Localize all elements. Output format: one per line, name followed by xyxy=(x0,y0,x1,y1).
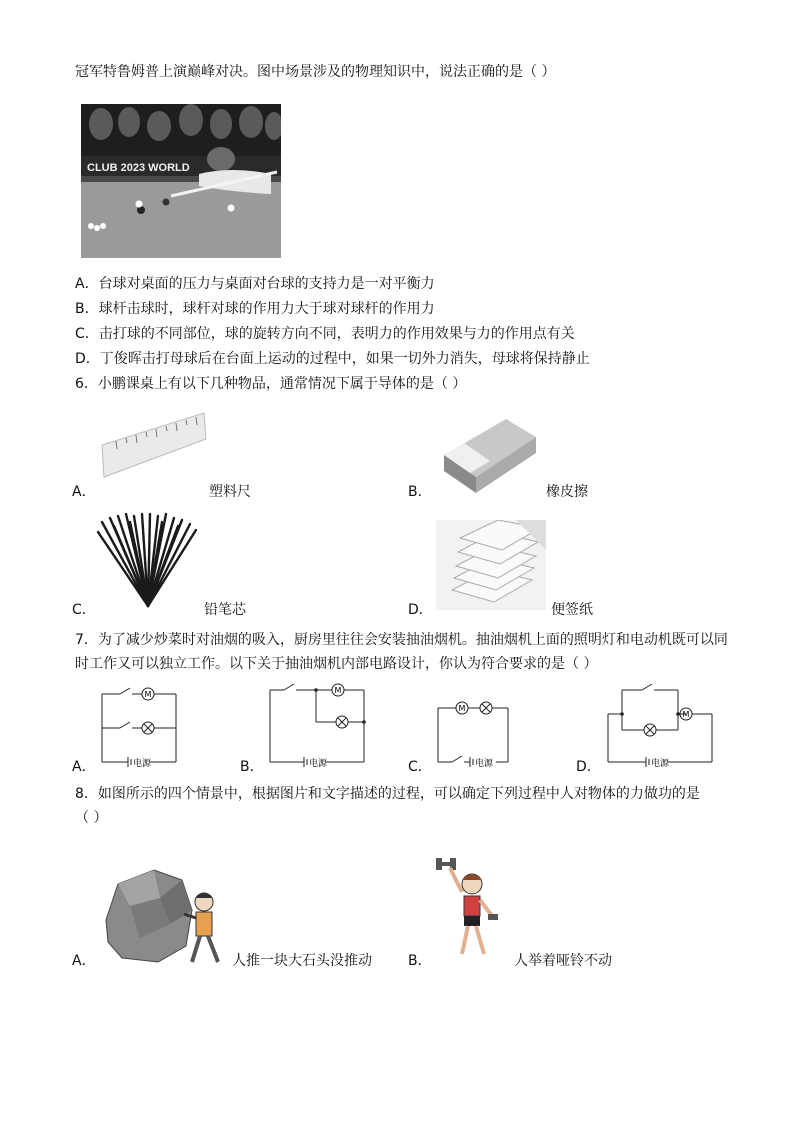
snooker-photo xyxy=(81,104,281,258)
q7-option-a-letter: A． xyxy=(72,759,96,775)
circuit-b-diagram xyxy=(266,680,368,772)
q6-option-b-letter: B． xyxy=(408,484,432,500)
q7-option-c-letter: C． xyxy=(408,759,432,775)
q5-option-c: C．击打球的不同部位，球的旋转方向不同，表明力的作用效果与力的作用点有关 xyxy=(75,326,575,342)
q6-option-c-name: 铅笔芯 xyxy=(204,602,246,618)
q8-stem-line1: 8．如图所示的四个情景中，根据图片和文字描述的过程，可以确定下列过程中人对物体的力做功的是 xyxy=(75,786,700,802)
plastic-ruler-image xyxy=(100,405,208,497)
q8-option-a-letter: A． xyxy=(72,953,96,969)
circuit-d-source-label: 电源 xyxy=(651,759,670,769)
pushing-rock-image xyxy=(100,858,234,968)
q6-option-b-name: 橡皮擦 xyxy=(546,484,588,500)
q6-option-a-name: 塑料尺 xyxy=(209,484,251,500)
sticky-notes-image xyxy=(436,520,546,610)
q7-stem-line2: 时工作又可以独立工作。以下关于抽油烟机内部电路设计，你认为符合要求的是（ ） xyxy=(75,656,598,672)
q8-option-b-caption: 人举着哑铃不动 xyxy=(514,953,612,969)
q6-stem: 6．小鹏课桌上有以下几种物品，通常情况下属于导体的是（ ） xyxy=(75,376,467,392)
dumbbell-girl-image xyxy=(430,852,510,960)
circuit-c-source-label: 电源 xyxy=(475,759,494,769)
circuit-a-diagram xyxy=(98,682,180,772)
q8-option-a-caption: 人推一块大石头没推动 xyxy=(232,953,372,969)
q5-stem: 冠军特鲁姆普上演巅峰对决。图中场景涉及的物理知识中，说法正确的是（ ） xyxy=(75,64,556,80)
pencil-lead-image xyxy=(94,512,202,608)
circuit-d-diagram xyxy=(604,680,716,772)
q5-option-b: B．球杆击球时，球杆对球的作用力大于球对球杆的作用力 xyxy=(75,301,435,317)
photo-banner-text: CLUB 2023 WORLD xyxy=(87,162,190,174)
q7-stem-line1: 7．为了减少炒菜时对油烟的吸入，厨房里往往会安装抽油烟机。抽油烟机上面的照明灯和电动机既可以同 xyxy=(75,632,728,648)
circuit-b-motor-label: M xyxy=(334,686,342,695)
circuit-c-diagram xyxy=(434,696,512,772)
circuit-c-motor-label: M xyxy=(458,704,466,713)
q5-option-a: A．台球对桌面的压力与桌面对台球的支持力是一对平衡力 xyxy=(75,276,435,292)
q7-option-d-letter: D． xyxy=(576,759,601,775)
q5-option-d: D．丁俊晖击打母球后在台面上运动的过程中，如果一切外力消失，母球将保持静止 xyxy=(75,351,590,367)
q6-option-d-letter: D． xyxy=(408,602,433,618)
circuit-a-source-label: 电源 xyxy=(133,759,152,769)
q6-option-a-letter: A． xyxy=(72,484,96,500)
circuit-a-motor-label: M xyxy=(144,690,152,699)
q8-option-b-letter: B． xyxy=(408,953,432,969)
q6-option-d-name: 便签纸 xyxy=(551,602,593,618)
q8-stem-line2: （ ） xyxy=(75,810,108,826)
circuit-b-source-label: 电源 xyxy=(309,759,328,769)
circuit-d-motor-label: M xyxy=(682,710,690,719)
q6-option-c-letter: C． xyxy=(72,602,96,618)
q7-option-b-letter: B． xyxy=(240,759,264,775)
eraser-image xyxy=(436,407,542,497)
